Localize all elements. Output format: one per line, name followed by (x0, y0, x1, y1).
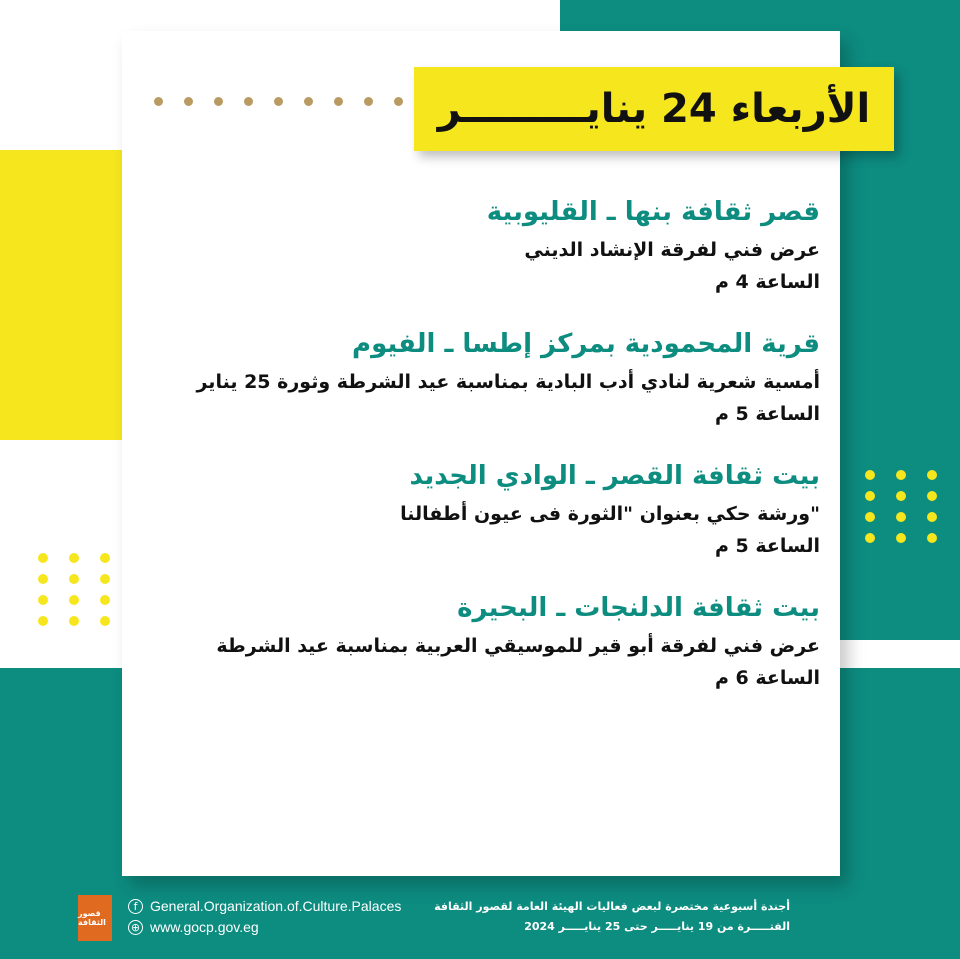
event-time: الساعة 6 م (714, 667, 820, 689)
event-venue: بيت ثقافة القصر ـ الوادي الجديد (409, 461, 820, 491)
event-description: أمسية شعرية لنادي أدب البادية بمناسبة عيد الشرطة وثورة 25 يناير (196, 371, 820, 393)
page-title: الأربعاء 24 ينايـــــــــر (437, 86, 871, 132)
decorative-dots-grid-right (865, 470, 937, 543)
event-description: "ورشة حكي بعنوان "الثورة فى عيون أطفالنا (400, 503, 820, 525)
event-venue: قرية المحمودية بمركز إطسا ـ الفيوم (352, 329, 820, 359)
yellow-block-left (0, 150, 122, 440)
event-item (140, 190, 820, 298)
event-venue: بيت ثقافة الدلنجات ـ البحيرة (457, 593, 820, 623)
globe-icon: ⊕ (128, 920, 143, 935)
event-time: الساعة 5 م (714, 535, 820, 557)
agenda-line-1: أجندة أسبوعية مختصرة لبعض فعاليات الهيئة العامة لقصور الثقافة (434, 900, 790, 913)
facebook-icon: f (128, 899, 143, 914)
decorative-dots-grid-left (38, 553, 110, 626)
event-description: عرض فني لفرقة أبو قير للموسيقي العربية بمناسبة عيد الشرطة (216, 635, 820, 657)
event-item (140, 322, 820, 430)
event-item (140, 586, 820, 694)
logo-text: قصور الثقافة (78, 909, 106, 927)
event-description: عرض فني لفرقة الإنشاد الديني (524, 239, 820, 261)
event-item (140, 454, 820, 562)
facebook-page-name: General.Organization.of.Culture.Palaces (150, 898, 402, 914)
events-list (140, 190, 820, 718)
gocp-logo (78, 895, 112, 941)
event-venue: قصر ثقافة بنها ـ القليوبية (486, 197, 820, 227)
website-link[interactable] (128, 919, 259, 935)
website-url: www.gocp.gov.eg (150, 919, 259, 935)
decorative-dots-row (154, 97, 403, 106)
event-time: الساعة 4 م (714, 271, 820, 293)
facebook-link[interactable] (128, 898, 401, 914)
event-time: الساعة 5 م (714, 403, 820, 425)
agenda-line-2: الفتـــــرة من 19 ينايـــــر حتى 25 ينايـــــر 2024 (524, 920, 790, 933)
date-title-box (414, 67, 894, 151)
agenda-info (370, 897, 790, 937)
